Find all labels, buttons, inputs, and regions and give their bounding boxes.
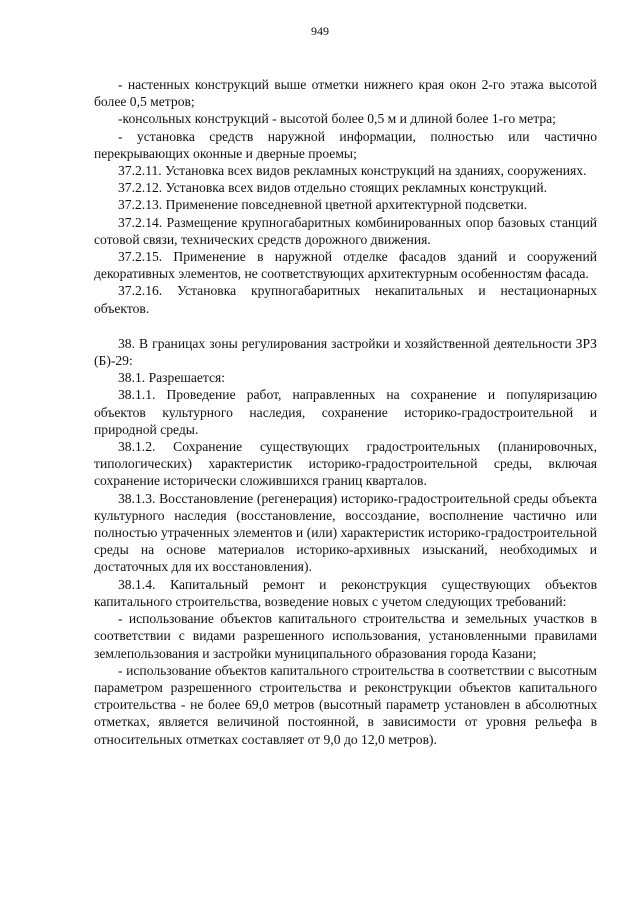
paragraph-console-structures: -консольных конструкций - высотой более 0,5 м и длиной более 1-го метра; — [118, 111, 556, 127]
paragraph-37-2-15: 37.2.15. Применение в наружной отделке фасадов зданий и сооружений декоративных элементов, не соответствующих архитектурным особенностям фасада. — [94, 249, 597, 282]
paragraph-37-2-12: 37.2.12. Установка всех видов отдельно стоящих рекламных конструкций. — [118, 180, 548, 196]
paragraph-37-2-11: 37.2.11. Установка всех видов рекламных конструкций на зданиях, сооружениях. — [118, 163, 587, 179]
section-heading-38: 38. В границах зоны регулирования застройки и хозяйственной деятельности ЗРЗ (Б)-29: — [94, 335, 597, 369]
list-item-height-limit: - использование объектов капитального строительства в соответствии с высотным параметром разрешенного строительства и реконструкции объектов капитального строительства - не более 69,0 метров (высотный параметр установлен в абсолютных отметках, является величиной постоянной, в зависимости от уровня рельефа в относительных отметках составляет от 9,0 до 12,0 метров). — [94, 662, 597, 747]
paragraph-37-2-14: 37.2.14. Размещение крупногабаритных комбинированных опор базовых станций сотовой связи, технических средств дорожного движения. — [94, 214, 597, 247]
document-body — [94, 76, 597, 748]
paragraph-37-2-13: 37.2.13. Применение повседневной цветной архитектурной подсветки. — [118, 197, 528, 213]
paragraph-wall-structures: - настенных конструкций выше отметки нижнего края окон 2-го этажа высотой более 0,5 метров; — [94, 77, 597, 110]
paragraph-38-1-1: 38.1.1. Проведение работ, направленных на сохранение и популяризацию объектов культурного наследия, сохранение историко-градостроительной и природной среды. — [94, 387, 597, 437]
page-number: 949 — [311, 24, 329, 38]
paragraph-37-2-16: 37.2.16. Установка крупногабаритных некапитальных и нестационарных объектов. — [94, 283, 597, 316]
paragraph-38-1: 38.1. Разрешается: — [118, 370, 226, 386]
list-item-land-use: - использование объектов капитального строительства и земельных участков в соответствии с видами разрешенного использования, установленными правилами землепользования и застройки муниципального образования города Казани; — [94, 611, 597, 661]
paragraph-info-means: - установка средств наружной информации, полностью или частично перекрывающих оконные и дверные проемы; — [94, 128, 597, 161]
paragraph-38-1-4: 38.1.4. Капитальный ремонт и реконструкция существующих объектов капитального строительства, возведение новых с учетом следующих требований: — [94, 576, 597, 609]
paragraph-38-1-3: 38.1.3. Восстановление (регенерация) историко-градостроительной среды объекта культурного наследия (восстановление, воссоздание, восполнение частично или полностью утраченных элементов и (или) характеристик историко-градостроительной среды на основе материалов историко-архивных изысканий, необходимых и достаточных для их восстановления). — [94, 490, 597, 575]
paragraph-38-1-2: 38.1.2. Сохранение существующих градостроительных (планировочных, типологических) характеристик историко-градостроительной среды, включая сохранение исторически сложившихся границ кварталов. — [94, 439, 597, 489]
section-gap — [94, 317, 597, 335]
